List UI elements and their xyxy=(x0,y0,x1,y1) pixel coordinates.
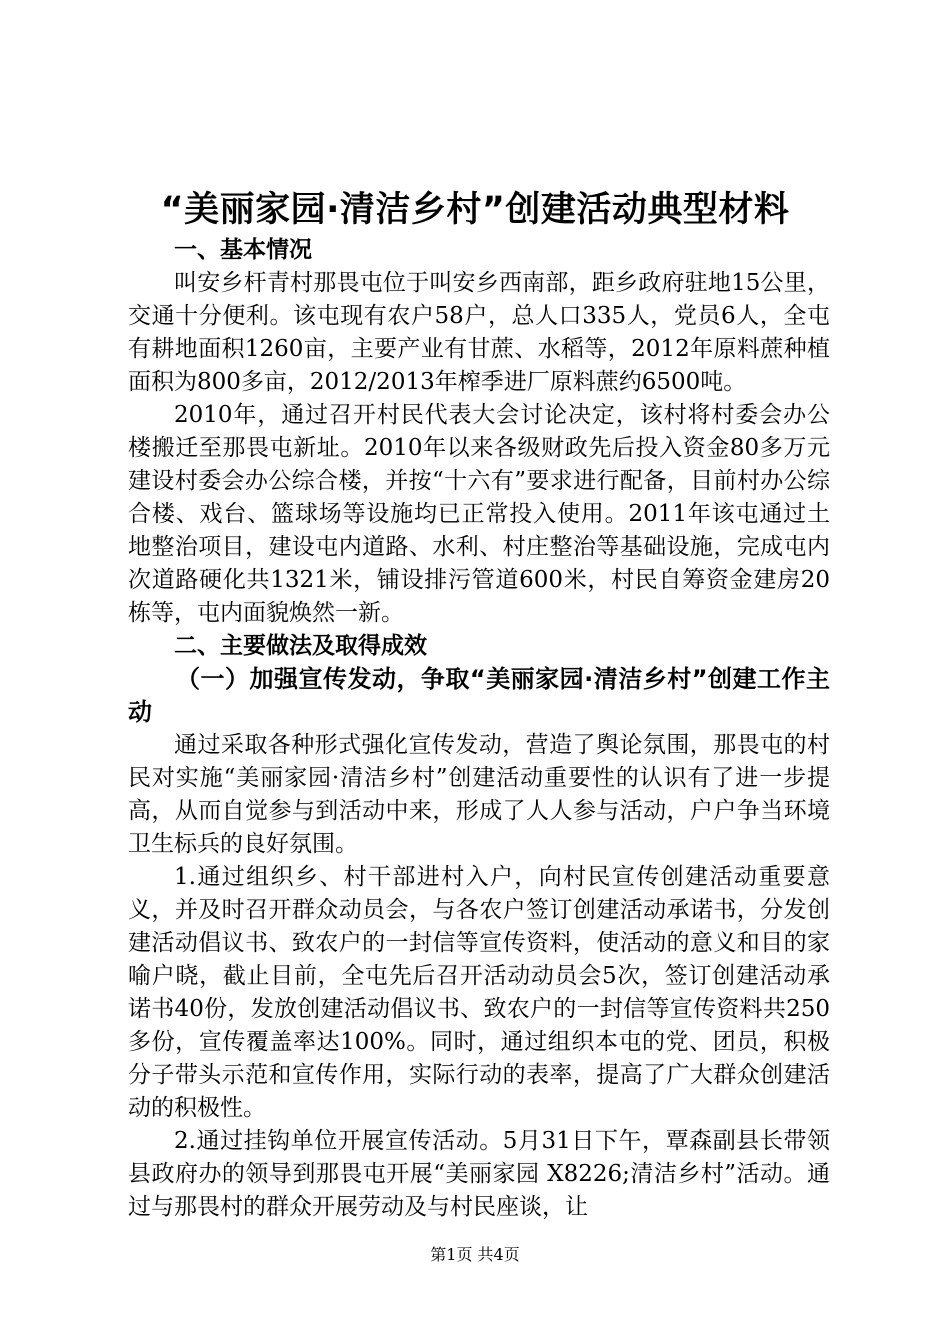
paragraph: 通过采取各种形式强化宣传发动，营造了舆论氛围，那畏屯的村民对实施“美丽家园·清洁乡村”创建活动重要性的认识有了进一步提高，从而自觉参与到活动中来，形成了人人参与活动，户户争当环境卫生标兵的良好氛围。 xyxy=(128,732,830,857)
document-body xyxy=(128,234,830,1224)
page-footer: 第1页 共4页 xyxy=(430,1245,520,1264)
paragraph: 2010年，通过召开村民代表大会讨论决定，该村将村委会办公楼搬迁至那畏屯新址。2010年以来各级财政先后投入资金80多万元建设村委会办公综合楼，并按“十六有”要求进行配备，目前村办公综合楼、戏台、篮球场等设施均已正常投入使用。2011年该屯通过土地整治项目，建设屯内道路、水利、村庄整治等基础设施，完成屯内次道路硬化共1321米，铺设排污管道600米，村民自筹资金建房20栋等，屯内面貌焕然一新。 xyxy=(128,402,830,626)
section-heading: 二、主要做法及取得成效 xyxy=(174,633,427,659)
subsection-heading: （一）加强宣传发动，争取“美丽家园·清洁乡村”创建工作主动 xyxy=(128,665,830,726)
section-heading: 一、基本情况 xyxy=(174,237,312,263)
paragraph: 叫安乡杆青村那畏屯位于叫安乡西南部，距乡政府驻地15公里，交通十分便利。该屯现有农户58户，总人口335人，党员6人，全屯有耕地面积1260亩，主要产业有甘蔗、水稻等，2012年原料蔗种植面积为800多亩，2012/2013年榨季进厂原料蔗约6500吨。 xyxy=(128,270,830,395)
document-title: “美丽家园·清洁乡村”创建活动典型材料 xyxy=(160,190,790,230)
paragraph: 2.通过挂钩单位开展宣传活动。5月31日下午，覃森副县长带领县政府办的领导到那畏屯开展“美丽家园 X8226;清洁乡村”活动。通过与那畏村的群众开展劳动及与村民座谈，让 xyxy=(128,1128,830,1220)
paragraph: 1.通过组织乡、村干部进村入户，向村民宣传创建活动重要意义，并及时召开群众动员会，与各农户签订创建活动承诺书，分发创建活动倡议书、致农户的一封信等宣传资料，使活动的意义和目的家喻户晓，截止目前，全屯先后召开活动动员会5次，签订创建活动承诺书40份，发放创建活动倡议书、致农户的一封信等宣传资料共250多份，宣传覆盖率达100%。同时，通过组织本屯的党、团员，积极分子带头示范和宣传作用，实际行动的表率，提高了广大群众创建活动的积极性。 xyxy=(128,864,830,1121)
